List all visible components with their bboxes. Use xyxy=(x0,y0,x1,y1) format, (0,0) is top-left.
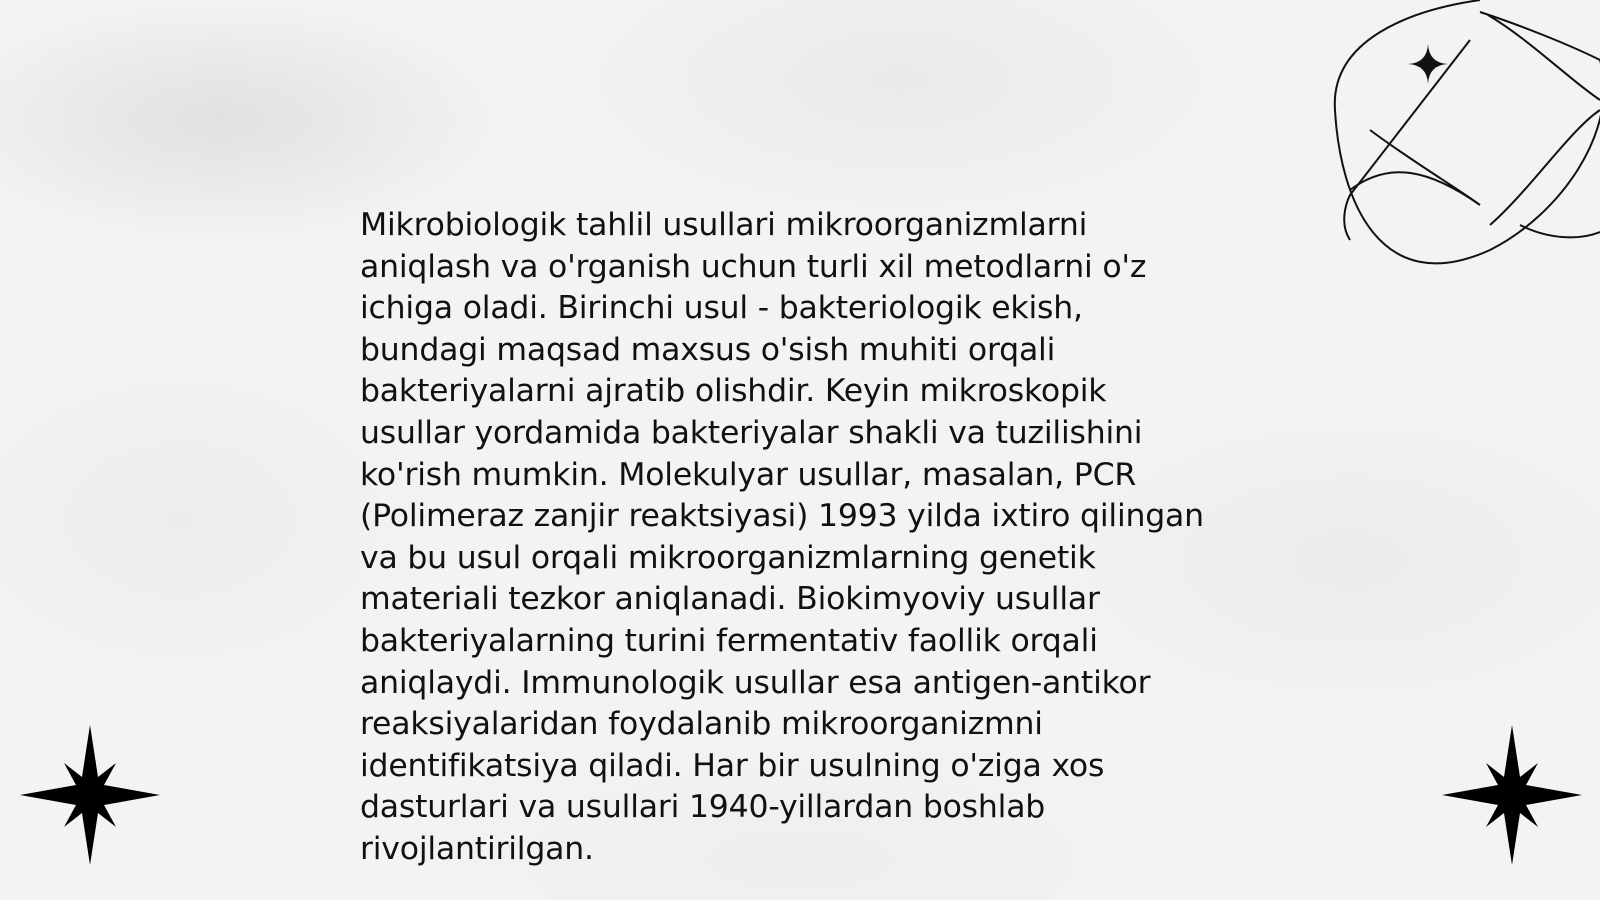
paragraph-line: rivojlantirilgan. xyxy=(360,830,594,867)
paragraph-line: ichiga oladi. Birinchi usul - bakteriologik ekish, xyxy=(360,290,1083,327)
paragraph-line: identifikatsiya qiladi. Har bir usulning o'ziga xos xyxy=(360,747,1105,784)
paragraph-line: Mikrobiologik tahlil usullari mikroorganizmlarni xyxy=(360,207,1088,243)
paragraph-line: va bu usul orqali mikroorganizmlarning genetik xyxy=(360,539,1096,576)
sparkle-icon xyxy=(1408,44,1448,84)
paragraph-line: ko'rish mumkin. Molekulyar usullar, masalan, PCR xyxy=(360,456,1137,493)
paragraph-line: aniqlash va o'rganish uchun turli xil metodlarni o'z xyxy=(360,248,1147,285)
paragraph-line: usullar yordamida bakteriyalar shakli va tuzilishini xyxy=(360,414,1143,451)
paragraph-line: bakteriyalarni ajratib olishdir. Keyin mikroskopik xyxy=(360,373,1107,410)
four-point-star-icon xyxy=(20,725,160,865)
paragraph-line: dasturlari va usullari 1940-yillardan boshlab xyxy=(360,789,1046,826)
paragraph-line: aniqlaydi. Immunologik usullar esa antigen-antikor xyxy=(360,664,1151,701)
four-point-star-icon xyxy=(1442,725,1582,865)
orbit-swirl-icon xyxy=(1320,0,1600,300)
paragraph-line: (Polimeraz zanjir reaktsiyasi) 1993 yilda ixtiro qilingan xyxy=(360,498,1204,535)
paragraph-line: materiali tezkor aniqlanadi. Biokimyoviy usullar xyxy=(360,581,1100,618)
body-paragraph xyxy=(360,205,1240,871)
paragraph-line: bundagi maqsad maxsus o'sish muhiti orqali xyxy=(360,331,1056,368)
paragraph-line: bakteriyalarning turini fermentativ faollik orqali xyxy=(360,622,1098,659)
paragraph-line: reaksiyalaridan foydalanib mikroorganizmni xyxy=(360,706,1043,743)
